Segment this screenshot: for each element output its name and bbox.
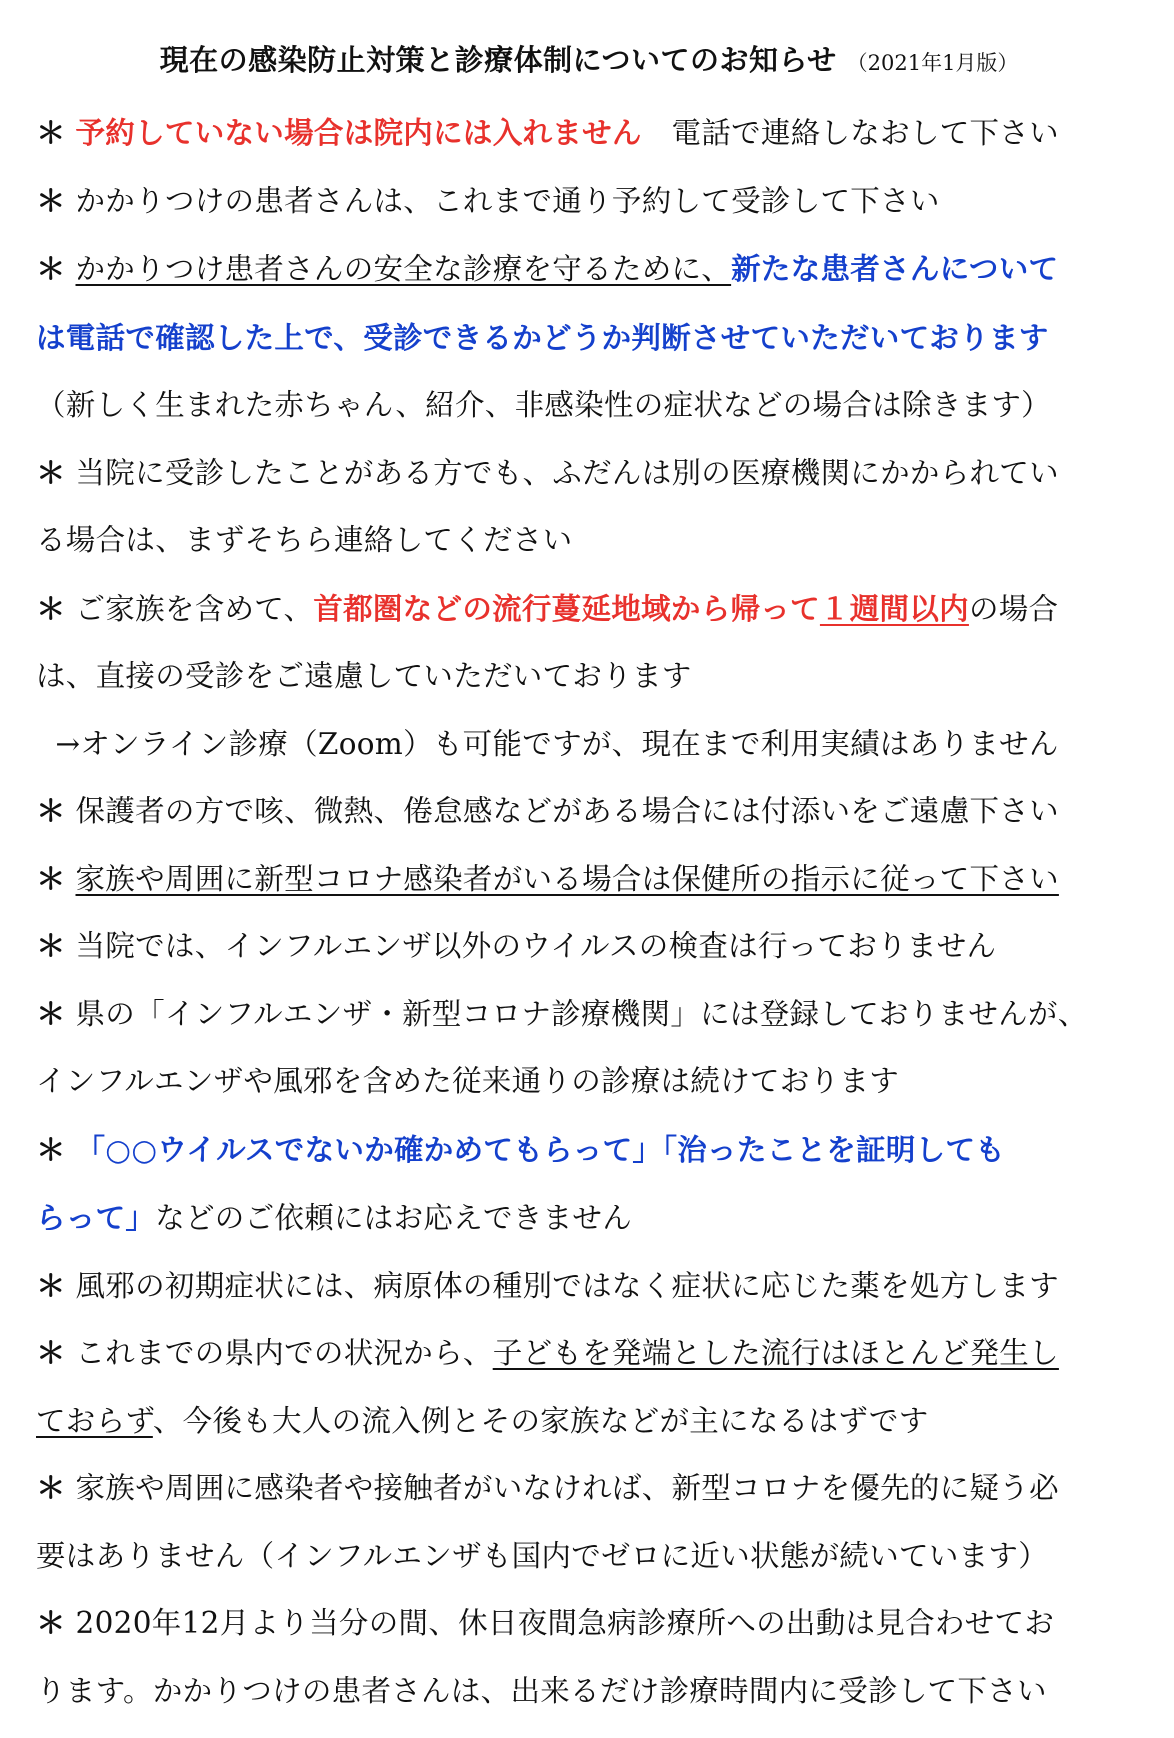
line-11-text: 保護者の方で咳、微熱、倦怠感などがある場合には付添いをご遠慮下さい	[75, 794, 1059, 828]
line-8-tail: の場合	[968, 591, 1059, 626]
notice-body	[36, 99, 1142, 1725]
line-18	[36, 1253, 1142, 1321]
line-20	[36, 1388, 1142, 1456]
line-2	[36, 168, 1142, 236]
bullet-star: ＊	[36, 1336, 66, 1370]
line-8-text: ご家族を含めて、	[75, 591, 314, 626]
bullet-star: ＊	[36, 794, 66, 828]
line-19-underlined: 子どもを発端とした流行はほとんど発生し	[492, 1336, 1059, 1370]
line-7	[36, 507, 1142, 575]
line-12	[36, 846, 1142, 914]
bullet-star: ＊	[36, 929, 66, 963]
bullet-star: ＊	[36, 591, 66, 626]
title-edition: （2021年1月版）	[846, 51, 1019, 75]
line-12-underlined: 家族や周囲に新型コロナ感染者がいる場合は保健所の指示に従って下さい	[75, 861, 1059, 896]
line-19	[36, 1320, 1142, 1388]
line-5-text: （新しく生まれた赤ちゃん、紹介、非感染性の症状などの場合は除きます）	[36, 388, 1051, 422]
line-4-blue: は電話で確認した上で、受診できるかどうか判断させていただいております	[36, 319, 1049, 355]
line-20-text: 、今後も大人の流入例とその家族などが主になるはずです	[152, 1403, 929, 1438]
bullet-star: ＊	[36, 455, 66, 490]
line-3-underlined: かかりつけ患者さんの安全な診療を守るために、	[75, 252, 732, 286]
line-6-text: 当院に受診したことがある方でも、ふだんは別の医療機関にかかられてい	[75, 455, 1059, 490]
line-10-text: →オンライン診療（Zoom）も可能ですが、現在まで利用実績はありません	[55, 726, 1059, 761]
line-15-text: インフルエンザや風邪を含めた従来通りの診療は続けております	[36, 1064, 900, 1098]
line-11	[36, 778, 1142, 846]
line-17-blue: らって」	[36, 1200, 156, 1235]
line-18-text: 風邪の初期症状には、病原体の種別ではなく症状に応じた薬を処方します	[75, 1268, 1059, 1303]
line-23-text: 2020年12月より当分の間、休日夜間急病診療所への出動は見合わせてお	[75, 1606, 1055, 1640]
line-1-red: 予約していない場合は院内には入れません	[75, 115, 642, 150]
line-7-text: る場合は、まずそちら連絡してください	[36, 523, 573, 557]
line-1-text: 電話で連絡しなおして下さい	[641, 116, 1059, 150]
line-8	[36, 575, 1142, 644]
line-15	[36, 1048, 1142, 1116]
line-9-text: は、直接の受診をご遠慮していただいております	[36, 659, 692, 693]
bullet-star: ＊	[36, 1268, 66, 1303]
bullet-star: ＊	[36, 861, 66, 896]
line-21-text: 家族や周囲に感染者や接触者がいなければ、新型コロナを優先的に疑う必	[75, 1471, 1059, 1505]
line-20-underlined: ておらず	[36, 1403, 153, 1438]
line-23	[36, 1590, 1142, 1658]
bullet-star: ＊	[36, 252, 66, 286]
line-16-blue: 「○○ウイルスでないか確かめてもらって」「治ったことを証明しても	[75, 1131, 1006, 1167]
line-17-text: などのご依頼にはお応えできません	[155, 1201, 633, 1235]
line-19-text: これまでの県内での状況から、	[75, 1336, 493, 1370]
line-14	[36, 981, 1142, 1049]
line-17	[36, 1184, 1142, 1253]
line-9	[36, 643, 1142, 711]
line-22-text: 要はありません（インフルエンザも国内でゼロに近い状態が続いています）	[36, 1538, 1049, 1573]
line-24-text: ります。かかりつけの患者さんは、出来るだけ診療時間内に受診して下さい	[36, 1673, 1047, 1708]
line-8-red-underlined: １週間以内	[819, 590, 969, 626]
line-24	[36, 1658, 1142, 1726]
notice-title	[36, 38, 1142, 87]
line-2-text: かかりつけの患者さんは、これまで通り予約して受診して下さい	[75, 183, 940, 218]
bullet-star: ＊	[36, 116, 66, 150]
line-5	[36, 372, 1142, 440]
line-14-text: 県の「インフルエンザ・新型コロナ診療機関」には登録しておりませんが、	[75, 996, 1088, 1031]
line-16	[36, 1116, 1142, 1185]
line-1	[36, 99, 1142, 168]
line-13	[36, 913, 1142, 981]
bullet-star: ＊	[36, 1471, 66, 1505]
line-3	[36, 235, 1142, 304]
line-22	[36, 1523, 1142, 1591]
title-main: 現在の感染防止対策と診療体制についてのお知らせ	[159, 43, 837, 77]
line-8-red: 首都圏などの流行蔓延地域から帰って	[313, 590, 820, 626]
bullet-star: ＊	[36, 996, 66, 1031]
line-10	[36, 711, 1142, 779]
line-21	[36, 1455, 1142, 1523]
bullet-star: ＊	[36, 1606, 66, 1640]
bullet-star: ＊	[36, 1132, 66, 1167]
line-4	[36, 304, 1142, 373]
line-6	[36, 440, 1142, 508]
line-13-text: 当院では、インフルエンザ以外のウイルスの検査は行っておりません	[75, 929, 997, 963]
line-3-blue: 新たな患者さんについて	[731, 251, 1059, 286]
bullet-star: ＊	[36, 183, 66, 218]
